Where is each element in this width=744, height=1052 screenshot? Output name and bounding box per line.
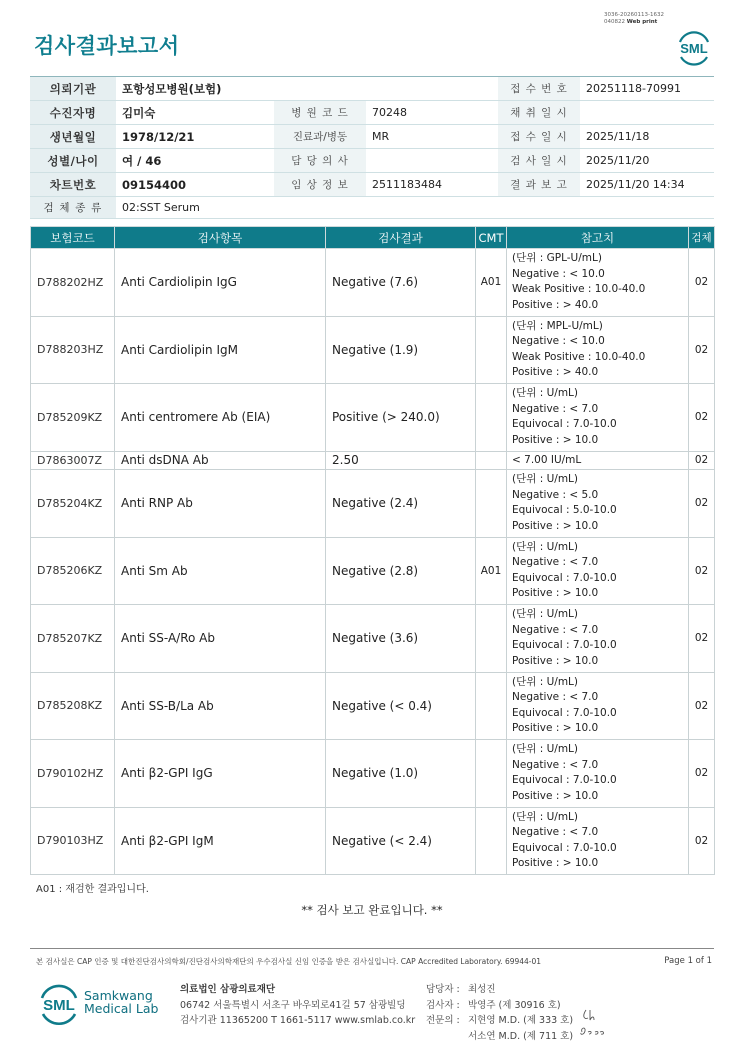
test-item-cell: Anti Cardiolipin IgG (115, 249, 326, 317)
corp-info (180, 982, 415, 1029)
sex-age-value: 여 / 46 (116, 149, 274, 173)
reference-line: Equivocal : 5.0-10.0 (512, 504, 617, 517)
label-collection-date: 채 취 일 시 (498, 101, 580, 125)
reference-line: Equivocal : 7.0-10.0 (512, 639, 617, 652)
receipt-number-value: 20251118-70991 (580, 77, 714, 101)
col-header-cmt: CMT (476, 227, 507, 249)
reference-line: Weak Positive : 10.0-40.0 (512, 350, 646, 363)
code-cell: D788203HZ (31, 316, 115, 384)
cmt-cell (476, 470, 507, 538)
logo-text: SML (680, 41, 708, 56)
reference-line: Positive : > 10.0 (512, 587, 599, 600)
specimen-cell: 02 (689, 451, 715, 470)
result-cell: Negative (1.0) (326, 740, 476, 808)
table-row (31, 384, 715, 452)
code-cell: D785208KZ (31, 672, 115, 740)
reference-line: (단위 : U/mL) (512, 540, 578, 553)
cmt-cell: A01 (476, 537, 507, 605)
brand-line2: Medical Lab (84, 1001, 159, 1016)
cmt-note: A01 : 재검한 결과입니다. (36, 884, 149, 895)
cmt-cell (476, 451, 507, 470)
staff-label: 전문의 : (426, 1015, 460, 1026)
web-print-label: Web print (626, 19, 658, 25)
cmt-cell (476, 807, 507, 875)
staff-value: 지현영 M.D. (제 333 호) (468, 1015, 574, 1026)
requesting-org-value: 포항성모병원(보험) (116, 77, 498, 101)
specimen-cell: 02 (689, 316, 715, 384)
label-test-date: 검 사 일 시 (498, 149, 580, 173)
result-cell: Negative (2.4) (326, 470, 476, 538)
footer-divider (30, 948, 714, 949)
test-item-cell: Anti Cardiolipin IgM (115, 316, 326, 384)
code-cell: D785209KZ (31, 384, 115, 452)
reference-cell (507, 740, 689, 808)
reference-cell (507, 316, 689, 384)
table-row (31, 740, 715, 808)
reference-line: Positive : > 10.0 (512, 789, 599, 802)
reference-line: Negative : < 7.0 (512, 623, 599, 636)
reference-cell (507, 537, 689, 605)
code-cell: D788202HZ (31, 249, 115, 317)
result-cell: 2.50 (326, 451, 476, 470)
specimen-cell: 02 (689, 807, 715, 875)
specimen-cell: 02 (689, 384, 715, 452)
reference-line: (단위 : U/mL) (512, 387, 578, 400)
info-row (30, 77, 714, 101)
page-title: 검사결과보고서 (34, 34, 180, 58)
result-cell: Negative (3.6) (326, 605, 476, 673)
reference-line: Negative : < 7.0 (512, 556, 599, 569)
reference-cell (507, 384, 689, 452)
reference-line: Negative : < 7.0 (512, 826, 599, 839)
cmt-cell (476, 605, 507, 673)
staff-label (426, 1029, 468, 1045)
cmt-cell (476, 672, 507, 740)
department-value: MR (366, 125, 498, 149)
reference-cell (507, 249, 689, 317)
corp-name: 의료법인 삼광의료재단 (180, 984, 276, 995)
corp-contact: 검사기관 11365200 T 1661-5117 www.smlab.co.kr (180, 1015, 416, 1026)
staff-row (426, 1029, 573, 1045)
collection-date-value (580, 101, 714, 125)
label-result-report: 결 과 보 고 (498, 173, 580, 197)
code-cell: D785206KZ (31, 537, 115, 605)
reference-line: Positive : > 10.0 (512, 654, 599, 667)
reference-line: Negative : < 7.0 (512, 691, 599, 704)
result-cell: Negative (2.8) (326, 537, 476, 605)
table-row (31, 316, 715, 384)
reference-line: Positive : > 40.0 (512, 366, 599, 379)
reference-line: (단위 : MPL-U/mL) (512, 319, 603, 332)
reference-line: Equivocal : 7.0-10.0 (512, 774, 617, 787)
results-table (30, 226, 715, 875)
reference-line: Positive : > 10.0 (512, 857, 599, 870)
table-row (31, 605, 715, 673)
label-specimen-type: 검 체 종 류 (30, 197, 116, 219)
reference-cell (507, 672, 689, 740)
reference-line: < 7.00 IU/mL (512, 453, 582, 466)
result-cell: Negative (7.6) (326, 249, 476, 317)
table-row (31, 451, 715, 470)
specimen-type-value: 02:SST Serum (116, 197, 714, 219)
test-date-value: 2025/11/20 (580, 149, 714, 173)
cmt-cell (476, 740, 507, 808)
staff-list (426, 982, 573, 1044)
reference-line: (단위 : U/mL) (512, 810, 578, 823)
col-header-result: 검사결과 (326, 227, 476, 249)
test-item-cell: Anti SS-A/Ro Ab (115, 605, 326, 673)
page-number: Page 1 of 1 (664, 956, 712, 966)
reference-line: Equivocal : 7.0-10.0 (512, 841, 617, 854)
code-cell: D785204KZ (31, 470, 115, 538)
specimen-cell: 02 (689, 249, 715, 317)
label-chart-number: 차트번호 (30, 173, 116, 197)
reference-line: Negative : < 10.0 (512, 335, 605, 348)
results-body (31, 249, 715, 875)
col-header-specimen: 검체 (689, 227, 715, 249)
chart-number-value: 09154400 (116, 173, 274, 197)
label-patient-name: 수진자명 (30, 101, 116, 125)
code-cell: D790103HZ (31, 807, 115, 875)
sml-logo-icon (674, 26, 714, 66)
reference-line: Positive : > 10.0 (512, 433, 599, 446)
reference-line: Negative : < 5.0 (512, 488, 599, 501)
label-birth-date: 생년월일 (30, 125, 116, 149)
info-row (30, 101, 714, 125)
print-meta (604, 12, 664, 26)
clinical-info-value: 2511183484 (366, 173, 498, 197)
report-complete-text: ** 검사 보고 완료입니다. ** (301, 903, 443, 917)
staff-row (426, 998, 573, 1014)
reference-cell (507, 605, 689, 673)
test-item-cell: Anti β2-GPI IgG (115, 740, 326, 808)
label-requesting-org: 의뢰기관 (30, 77, 116, 101)
label-doctor: 담 당 의 사 (274, 149, 366, 173)
reference-line: Equivocal : 7.0-10.0 (512, 418, 617, 431)
print-meta-line1: 3036-20260113-1632 (604, 12, 664, 18)
cap-accreditation-text: 본 검사실은 CAP 인증 및 대한진단검사의학회/진단검사의학재단의 우수검사실 신임 인증을 받은 검사실입니다. CAP Accredited Laboratory. 69944-01 (36, 957, 542, 966)
staff-value: 서소연 M.D. (제 711 호) (468, 1030, 574, 1042)
label-hospital-code: 병 원 코 드 (274, 101, 366, 125)
test-item-cell: Anti β2-GPI IgM (115, 807, 326, 875)
cmt-cell: A01 (476, 249, 507, 317)
test-item-cell: Anti centromere Ab (EIA) (115, 384, 326, 452)
code-cell: D7863007Z (31, 451, 115, 470)
results-header-row (31, 227, 715, 249)
reference-line: (단위 : U/mL) (512, 608, 578, 621)
staff-value: 최성진 (468, 984, 496, 995)
table-row (31, 537, 715, 605)
result-cell: Negative (1.9) (326, 316, 476, 384)
result-cell: Negative (< 0.4) (326, 672, 476, 740)
code-cell: D790102HZ (31, 740, 115, 808)
staff-label: 담당자 : (426, 984, 460, 995)
patient-name-value: 김미숙 (116, 101, 274, 125)
label-receipt-number: 접 수 번 호 (498, 77, 580, 101)
reference-cell (507, 470, 689, 538)
col-header-item: 검사항목 (115, 227, 326, 249)
col-header-reference: 참고치 (507, 227, 689, 249)
receipt-date-value: 2025/11/18 (580, 125, 714, 149)
reference-line: Weak Positive : 10.0-40.0 (512, 283, 646, 296)
reference-cell (507, 807, 689, 875)
table-row (31, 249, 715, 317)
specimen-cell: 02 (689, 470, 715, 538)
specimen-cell: 02 (689, 740, 715, 808)
test-item-cell: Anti RNP Ab (115, 470, 326, 538)
reference-line: Negative : < 7.0 (512, 402, 599, 415)
staff-row (426, 982, 573, 998)
reference-line: Equivocal : 7.0-10.0 (512, 706, 617, 719)
signature-icon (578, 1004, 608, 1040)
test-item-cell: Anti Sm Ab (115, 537, 326, 605)
info-row (30, 197, 714, 219)
birth-date-value: 1978/12/21 (116, 125, 274, 149)
col-header-code: 보험코드 (31, 227, 115, 249)
test-item-cell: Anti SS-B/La Ab (115, 672, 326, 740)
reference-line: (단위 : U/mL) (512, 473, 578, 486)
reference-line: Positive : > 10.0 (512, 722, 599, 735)
reference-line: Positive : > 10.0 (512, 519, 599, 532)
staff-row (426, 1013, 573, 1029)
reference-line: (단위 : U/mL) (512, 743, 578, 756)
doctor-value (366, 149, 498, 173)
specimen-cell: 02 (689, 605, 715, 673)
result-report-value: 2025/11/20 14:34 (580, 173, 714, 197)
reference-line: (단위 : U/mL) (512, 675, 578, 688)
reference-line: (단위 : GPL-U/mL) (512, 252, 602, 265)
label-sex-age: 성별/나이 (30, 149, 116, 173)
reference-line: Positive : > 40.0 (512, 298, 599, 311)
reference-line: Negative : < 10.0 (512, 267, 605, 280)
result-cell: Positive (> 240.0) (326, 384, 476, 452)
logo-text: SML (43, 997, 75, 1014)
print-meta-line2: 040822 (604, 19, 625, 25)
hospital-code-value: 70248 (366, 101, 498, 125)
table-row (31, 470, 715, 538)
brand-name (84, 989, 158, 1015)
label-clinical-info: 임 상 정 보 (274, 173, 366, 197)
specimen-cell: 02 (689, 537, 715, 605)
cmt-cell (476, 316, 507, 384)
reference-line: Negative : < 7.0 (512, 758, 599, 771)
label-department: 진료과/병동 (274, 125, 366, 149)
info-row (30, 125, 714, 149)
reference-line: Equivocal : 7.0-10.0 (512, 571, 617, 584)
reference-cell (507, 451, 689, 470)
table-row (31, 807, 715, 875)
info-row (30, 149, 714, 173)
brand-line1: Samkwang (84, 988, 153, 1003)
staff-value: 박영주 (제 30916 호) (468, 999, 561, 1011)
code-cell: D785207KZ (31, 605, 115, 673)
table-row (31, 672, 715, 740)
patient-info-table (30, 76, 714, 219)
sml-logo-icon (36, 980, 82, 1026)
corp-address: 06742 서울특별시 서초구 바우뫼로41길 57 삼광빌딩 (180, 999, 406, 1011)
test-item-cell: Anti dsDNA Ab (115, 451, 326, 470)
cmt-cell (476, 384, 507, 452)
specimen-cell: 02 (689, 672, 715, 740)
label-receipt-date: 접 수 일 시 (498, 125, 580, 149)
info-row (30, 173, 714, 197)
staff-label: 검사자 : (426, 999, 460, 1011)
result-cell: Negative (< 2.4) (326, 807, 476, 875)
